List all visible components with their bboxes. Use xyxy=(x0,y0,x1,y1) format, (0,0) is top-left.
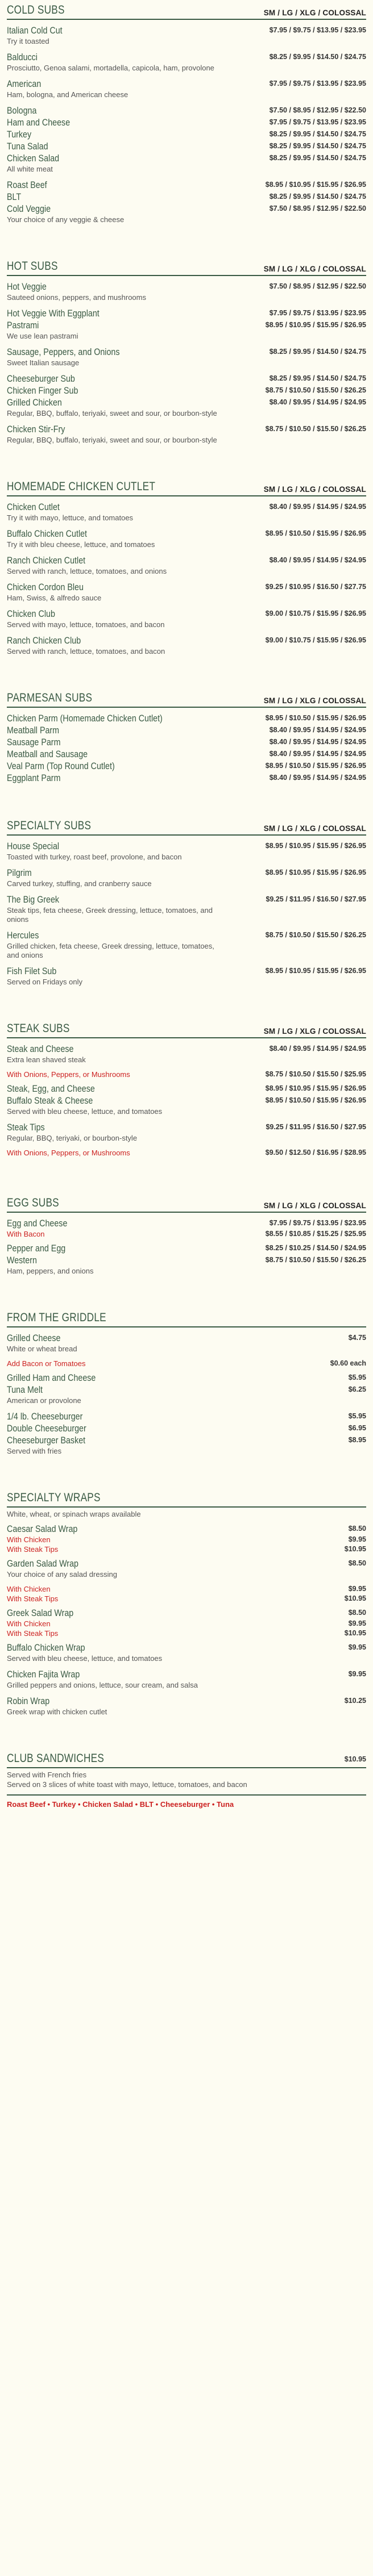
item-addon[interactable] xyxy=(7,1544,366,1554)
item-price: $6.95 xyxy=(348,1424,366,1432)
item-description: We use lean pastrami xyxy=(7,332,78,340)
item-name: Meatball and Sausage xyxy=(7,749,88,759)
item-price: $8.50 xyxy=(348,1525,366,1533)
item-price: $7.95 / $9.75 / $13.95 / $23.95 xyxy=(269,1219,366,1227)
addon-name: With Chicken xyxy=(7,1619,51,1628)
menu-item[interactable] xyxy=(7,51,366,63)
menu-item[interactable] xyxy=(7,385,366,396)
item-description: Regular, BBQ, buffalo, teriyaki, sweet and sour, or bourbon-style xyxy=(7,436,217,444)
menu-item[interactable] xyxy=(7,1410,366,1422)
section-header xyxy=(7,260,366,276)
item-name: Ranch Chicken Cutlet xyxy=(7,555,86,566)
item-description: Served with ranch, lettuce, tomatoes, and onions xyxy=(7,567,167,575)
item-name: Robin Wrap xyxy=(7,1696,50,1706)
item-description: Served with ranch, lettuce, tomatoes, and bacon xyxy=(7,647,165,656)
item-price: $8.95 / $10.95 / $15.95 / $26.95 xyxy=(265,842,366,850)
menu-section xyxy=(7,1491,366,1717)
item-name: The Big Greek xyxy=(7,894,60,905)
item-price: $7.95 / $9.75 / $13.95 / $23.95 xyxy=(269,26,366,34)
menu-item[interactable] xyxy=(7,840,366,852)
section-price: $10.95 xyxy=(344,1755,366,1763)
item-price: $5.95 xyxy=(348,1373,366,1381)
item-addon[interactable] xyxy=(7,1148,366,1158)
item-price: $8.25 / $9.95 / $14.50 / $24.75 xyxy=(269,193,366,201)
item-name: Fish Filet Sub xyxy=(7,966,57,976)
item-name: Italian Cold Cut xyxy=(7,25,63,36)
menu-item[interactable] xyxy=(7,528,366,540)
item-name: Ham and Cheese xyxy=(7,117,71,128)
item-description: Ham, peppers, and onions xyxy=(7,1267,94,1275)
item-description: Regular, BBQ, buffalo, teriyaki, sweet and sour, or bourbon-style xyxy=(7,409,217,417)
item-name: Greek Salad Wrap xyxy=(7,1608,74,1618)
size-columns: SM / LG / XLG / COLOSSAL xyxy=(263,9,366,17)
section-title: STEAK SUBS xyxy=(7,1022,70,1035)
item-name: Bologna xyxy=(7,105,37,116)
section-subtitle: White, wheat, or spinach wraps available xyxy=(7,1510,141,1518)
item-price: $8.40 / $9.95 / $14.95 / $24.95 xyxy=(269,726,366,734)
item-price: $8.95 / $10.95 / $15.95 / $26.95 xyxy=(265,967,366,975)
item-price: $8.95 / $10.50 / $15.95 / $26.95 xyxy=(265,1096,366,1104)
item-price: $8.40 / $9.95 / $14.95 / $24.95 xyxy=(269,1045,366,1053)
item-price: $9.25 / $11.95 / $16.50 / $27.95 xyxy=(266,1123,366,1131)
item-price: $8.40 / $9.95 / $14.95 / $24.95 xyxy=(269,774,366,782)
item-name: Hercules xyxy=(7,930,39,941)
item-price: $7.95 / $9.75 / $13.95 / $23.95 xyxy=(269,118,366,126)
item-price: $8.95 / $10.95 / $15.95 / $26.95 xyxy=(265,869,366,876)
menu-item[interactable] xyxy=(7,1121,366,1133)
menu-item[interactable] xyxy=(7,1695,366,1707)
menu-item[interactable] xyxy=(7,724,366,736)
menu-item[interactable] xyxy=(7,191,366,203)
menu-item[interactable] xyxy=(7,423,366,435)
menu-item[interactable] xyxy=(7,894,366,905)
item-name: Ranch Chicken Club xyxy=(7,635,81,646)
menu-item[interactable] xyxy=(7,760,366,772)
item-price: $8.40 / $9.95 / $14.95 / $24.95 xyxy=(269,398,366,406)
menu-item[interactable] xyxy=(7,736,366,748)
addon-name: With Steak Tips xyxy=(7,1545,59,1554)
addon-name: With Bacon xyxy=(7,1230,45,1238)
menu-section xyxy=(7,480,366,656)
item-price: $9.00 / $10.75 / $15.95 / $26.95 xyxy=(265,609,366,617)
item-addon[interactable] xyxy=(7,1594,366,1604)
item-description: Ham, Swiss, & alfredo sauce xyxy=(7,594,102,602)
menu-item[interactable] xyxy=(7,1083,366,1095)
menu-item[interactable] xyxy=(7,78,366,90)
menu-item[interactable] xyxy=(7,152,366,164)
menu-item[interactable] xyxy=(7,1043,366,1055)
item-name: Chicken Fajita Wrap xyxy=(7,1669,80,1680)
menu-section xyxy=(7,1022,366,1161)
item-description: Sweet Italian sausage xyxy=(7,358,80,367)
menu-section xyxy=(7,3,366,224)
item-description: Toasted with turkey, roast beef, provolone, and bacon xyxy=(7,853,182,861)
item-addon[interactable] xyxy=(7,1584,366,1594)
item-name: Steak Tips xyxy=(7,1122,45,1133)
size-columns: SM / LG / XLG / COLOSSAL xyxy=(263,1027,366,1036)
item-name: Pepper and Egg xyxy=(7,1243,66,1254)
menu-item[interactable] xyxy=(7,179,366,191)
item-price: $5.95 xyxy=(348,1412,366,1420)
item-description: Served on Fridays only xyxy=(7,978,82,986)
section-header xyxy=(7,480,366,496)
item-name: Eggplant Parm xyxy=(7,773,61,783)
addon-price: $9.50 / $12.50 / $16.95 / $28.95 xyxy=(265,1149,366,1157)
menu-item[interactable] xyxy=(7,1523,366,1535)
item-name: BLT xyxy=(7,191,22,202)
item-name: Buffalo Chicken Wrap xyxy=(7,1642,85,1653)
item-name: Turkey xyxy=(7,129,32,140)
item-name: Meatball Parm xyxy=(7,725,60,736)
item-name: Western xyxy=(7,1255,37,1266)
item-addon[interactable] xyxy=(7,1359,366,1368)
item-price: $8.75 / $10.50 / $15.50 / $26.25 xyxy=(265,425,366,433)
menu-item[interactable] xyxy=(7,501,366,513)
item-name: Veal Parm (Top Round Cutlet) xyxy=(7,761,115,771)
addon-name: With Chicken xyxy=(7,1535,51,1544)
item-description: American or provolone xyxy=(7,1396,81,1405)
item-description: Served with bleu cheese, lettuce, and tomatoes xyxy=(7,1654,163,1663)
menu-item[interactable] xyxy=(7,128,366,140)
menu-item[interactable] xyxy=(7,1242,366,1254)
item-price: $9.25 / $10.95 / $16.50 / $27.75 xyxy=(265,583,366,591)
item-price: $8.95 / $10.95 / $15.95 / $26.95 xyxy=(265,1084,366,1092)
item-name: Caesar Salad Wrap xyxy=(7,1523,78,1534)
section-header xyxy=(7,1491,366,1508)
addon-price: $10.95 xyxy=(344,1594,366,1602)
menu-item[interactable] xyxy=(7,373,366,385)
item-price: $8.95 / $10.50 / $15.95 / $26.95 xyxy=(265,762,366,770)
item-price: $8.25 / $9.95 / $14.50 / $24.75 xyxy=(269,142,366,150)
item-price: $8.25 / $9.95 / $14.50 / $24.75 xyxy=(269,130,366,138)
size-columns: SM / LG / XLG / COLOSSAL xyxy=(263,824,366,833)
section-header xyxy=(7,1311,366,1327)
item-name: Buffalo Steak & Cheese xyxy=(7,1095,93,1106)
menu-item[interactable] xyxy=(7,554,366,566)
item-name: Tuna Salad xyxy=(7,141,48,152)
item-price: $8.40 / $9.95 / $14.95 / $24.95 xyxy=(269,503,366,511)
item-price: $7.50 / $8.95 / $12.95 / $22.50 xyxy=(269,106,366,114)
item-price: $10.25 xyxy=(344,1697,366,1705)
addon-name: With Onions, Peppers, or Mushrooms xyxy=(7,1149,130,1157)
item-price: $8.25 / $9.95 / $14.50 / $24.75 xyxy=(269,374,366,382)
item-addon[interactable] xyxy=(7,1619,366,1629)
item-description: Your choice of any veggie & cheese xyxy=(7,215,125,224)
item-description: Ham, bologna, and American cheese xyxy=(7,90,129,99)
item-price: $8.25 / $10.25 / $14.50 / $24.95 xyxy=(265,1244,366,1252)
size-columns: SM / LG / XLG / COLOSSAL xyxy=(263,485,366,494)
item-name: Steak, Egg, and Cheese xyxy=(7,1083,95,1094)
club-options: Roast Beef • Turkey • Chicken Salad • BLT • Cheeseburger • Tuna xyxy=(7,1794,366,1809)
menu-item[interactable] xyxy=(7,772,366,784)
item-price: $6.25 xyxy=(348,1385,366,1393)
item-name: Garden Salad Wrap xyxy=(7,1558,78,1569)
item-name: Roast Beef xyxy=(7,179,47,190)
item-name: Chicken Cutlet xyxy=(7,502,60,512)
section-header xyxy=(7,1196,366,1213)
section-title: SPECIALTY SUBS xyxy=(7,819,92,832)
menu-item[interactable] xyxy=(7,1642,366,1654)
menu-item[interactable] xyxy=(7,1254,366,1266)
addon-price: $10.95 xyxy=(344,1545,366,1553)
item-name: Balducci xyxy=(7,52,38,62)
item-price: $7.50 / $8.95 / $12.95 / $22.50 xyxy=(269,282,366,290)
item-description: Grilled peppers and onions, lettuce, sour cream, and salsa xyxy=(7,1681,198,1689)
item-name: Chicken Salad xyxy=(7,153,60,164)
item-price: $8.75 / $10.50 / $15.50 / $26.25 xyxy=(265,931,366,939)
item-description: Regular, BBQ, teriyaki, or bourbon-style xyxy=(7,1134,138,1142)
addon-price: $9.95 xyxy=(348,1619,366,1627)
item-name: Sausage Parm xyxy=(7,737,61,748)
item-name: Chicken Finger Sub xyxy=(7,385,78,396)
item-description: Try it with bleu cheese, lettuce, and tomatoes xyxy=(7,540,155,549)
menu-item[interactable] xyxy=(7,608,366,620)
menu-item[interactable] xyxy=(7,867,366,879)
item-price: $9.95 xyxy=(348,1643,366,1651)
item-description: Carved turkey, stuffing, and cranberry sauce xyxy=(7,879,152,888)
item-description: Try it with mayo, lettuce, and tomatoes xyxy=(7,513,134,522)
menu-item[interactable] xyxy=(7,1217,366,1229)
menu-section xyxy=(7,1311,366,1456)
item-price: $8.75 / $10.50 / $15.50 / $26.25 xyxy=(265,1256,366,1264)
menu-item[interactable] xyxy=(7,1332,366,1344)
menu-item[interactable] xyxy=(7,281,366,293)
menu-item[interactable] xyxy=(7,634,366,646)
item-description: Served with fries xyxy=(7,1447,62,1455)
menu-item[interactable] xyxy=(7,748,366,760)
item-name: 1/4 lb. Cheeseburger xyxy=(7,1411,83,1422)
size-columns: SM / LG / XLG / COLOSSAL xyxy=(263,265,366,273)
addon-price: $0.60 each xyxy=(330,1359,366,1367)
item-price: $8.50 xyxy=(348,1559,366,1567)
item-name: Steak and Cheese xyxy=(7,1043,74,1054)
item-name: Chicken Stir-Fry xyxy=(7,424,65,435)
menu-item[interactable] xyxy=(7,1434,366,1446)
item-price: $8.95 / $10.50 / $15.95 / $26.95 xyxy=(265,529,366,537)
item-description: Greek wrap with chicken cutlet xyxy=(7,1707,107,1716)
addon-price: $8.55 / $10.85 / $15.25 / $25.95 xyxy=(265,1230,366,1238)
item-name: Buffalo Chicken Cutlet xyxy=(7,528,88,539)
item-description: Steak tips, feta cheese, Greek dressing, lettuce, tomatoes, and onions xyxy=(7,906,213,924)
section-title: HOT SUBS xyxy=(7,260,58,273)
size-columns: SM / LG / XLG / COLOSSAL xyxy=(263,696,366,705)
item-price: $8.25 / $9.95 / $14.50 / $24.75 xyxy=(269,154,366,162)
item-addon[interactable] xyxy=(7,1229,366,1239)
item-addon[interactable] xyxy=(7,1070,366,1079)
item-price: $8.95 / $10.50 / $15.95 / $26.95 xyxy=(265,714,366,722)
item-name: Chicken Parm (Homemade Chicken Cutlet) xyxy=(7,713,163,724)
item-price: $7.95 / $9.75 / $13.95 / $23.95 xyxy=(269,309,366,317)
addon-name: Add Bacon or Tomatoes xyxy=(7,1359,86,1368)
spacer xyxy=(7,1158,366,1161)
section-title: HOMEMADE CHICKEN CUTLET xyxy=(7,480,156,493)
item-name: Egg and Cheese xyxy=(7,1218,68,1229)
item-name: Sausage, Peppers, and Onions xyxy=(7,346,120,357)
addon-name: With Steak Tips xyxy=(7,1629,59,1638)
menu-item[interactable] xyxy=(7,105,366,116)
menu-section xyxy=(7,1196,366,1276)
menu-section xyxy=(7,1752,366,1809)
addon-price: $10.95 xyxy=(344,1629,366,1637)
menu-item[interactable] xyxy=(7,929,366,941)
section-subtitle: Served on 3 slices of white toast with mayo, lettuce, tomatoes, and bacon xyxy=(7,1780,247,1789)
item-name: Chicken Cordon Bleu xyxy=(7,582,84,592)
section-title: PARMESAN SUBS xyxy=(7,691,93,704)
item-price: $8.95 xyxy=(348,1436,366,1444)
section-header xyxy=(7,1022,366,1038)
item-name: Tuna Melt xyxy=(7,1384,43,1395)
addon-name: With Onions, Peppers, or Mushrooms xyxy=(7,1070,130,1079)
menu-item[interactable] xyxy=(7,1095,366,1107)
item-description: Extra lean shaved steak xyxy=(7,1055,86,1064)
menu-item[interactable] xyxy=(7,1558,366,1569)
item-name: Chicken Club xyxy=(7,608,55,619)
item-name: Cold Veggie xyxy=(7,203,51,214)
section-title: FROM THE GRIDDLE xyxy=(7,1311,106,1324)
item-description: White or wheat bread xyxy=(7,1345,77,1353)
menu-item[interactable] xyxy=(7,319,366,331)
addon-name: With Steak Tips xyxy=(7,1594,59,1603)
item-name: Grilled Ham and Cheese xyxy=(7,1372,96,1383)
item-name: Grilled Chicken xyxy=(7,397,62,408)
item-price: $4.75 xyxy=(348,1334,366,1342)
addon-price: $9.95 xyxy=(348,1585,366,1593)
menu-item[interactable] xyxy=(7,1607,366,1619)
item-price: $8.50 xyxy=(348,1609,366,1617)
menu-section xyxy=(7,819,366,987)
item-description: All white meat xyxy=(7,165,53,173)
addon-name: With Chicken xyxy=(7,1585,51,1593)
addon-price: $8.75 / $10.50 / $15.50 / $25.95 xyxy=(265,1070,366,1078)
item-name: Cheeseburger Sub xyxy=(7,373,75,384)
menu-item[interactable] xyxy=(7,203,366,215)
item-price: $8.25 / $9.95 / $14.50 / $24.75 xyxy=(269,53,366,61)
section-title: CLUB SANDWICHES xyxy=(7,1752,105,1765)
item-price: $8.25 / $9.95 / $14.50 / $24.75 xyxy=(269,348,366,356)
item-price: $7.95 / $9.75 / $13.95 / $23.95 xyxy=(269,80,366,87)
menu-item[interactable] xyxy=(7,1372,366,1384)
item-description: Served with mayo, lettuce, tomatoes, and bacon xyxy=(7,620,165,629)
menu-section xyxy=(7,260,366,445)
section-subtitle: Served with French fries xyxy=(7,1771,87,1779)
menu-item[interactable] xyxy=(7,396,366,408)
item-price: $9.25 / $11.95 / $16.50 / $27.95 xyxy=(266,895,366,903)
item-name: Grilled Cheese xyxy=(7,1333,61,1343)
item-name: American xyxy=(7,78,42,89)
section-title: COLD SUBS xyxy=(7,3,65,16)
menu-item[interactable] xyxy=(7,965,366,977)
menu-item[interactable] xyxy=(7,1384,366,1396)
menu-item[interactable] xyxy=(7,116,366,128)
section-header xyxy=(7,3,366,20)
item-price: $9.00 / $10.75 / $15.95 / $26.95 xyxy=(265,636,366,644)
item-description: Served with bleu cheese, lettuce, and tomatoes xyxy=(7,1107,163,1116)
item-name: Pastrami xyxy=(7,320,39,331)
addon-price: $9.95 xyxy=(348,1535,366,1543)
item-description: Try it toasted xyxy=(7,37,49,45)
item-name: House Special xyxy=(7,841,60,851)
item-description: Grilled chicken, feta cheese, Greek dressing, lettuce, tomatoes, and onions xyxy=(7,942,214,959)
item-addon[interactable] xyxy=(7,1629,366,1638)
item-name: Hot Veggie With Eggplant xyxy=(7,308,100,319)
menu-item[interactable] xyxy=(7,24,366,36)
item-name: Hot Veggie xyxy=(7,281,47,292)
item-name: Double Cheeseburger xyxy=(7,1423,86,1434)
menu-item[interactable] xyxy=(7,1668,366,1680)
menu-item[interactable] xyxy=(7,712,366,724)
item-addon[interactable] xyxy=(7,1535,366,1544)
size-columns: SM / LG / XLG / COLOSSAL xyxy=(263,1201,366,1210)
item-price: $8.40 / $9.95 / $14.95 / $24.95 xyxy=(269,750,366,758)
item-price: $8.40 / $9.95 / $14.95 / $24.95 xyxy=(269,556,366,564)
menu-item[interactable] xyxy=(7,140,366,152)
section-title: EGG SUBS xyxy=(7,1196,59,1209)
item-description: Prosciutto, Genoa salami, mortadella, capicola, ham, provolone xyxy=(7,64,214,72)
item-description: Sauteed onions, peppers, and mushrooms xyxy=(7,293,146,302)
item-price: $7.50 / $8.95 / $12.95 / $22.50 xyxy=(269,204,366,212)
section-header xyxy=(7,819,366,836)
menu-item[interactable] xyxy=(7,307,366,319)
item-price: $8.95 / $10.95 / $15.95 / $26.95 xyxy=(265,181,366,189)
item-name: Cheeseburger Basket xyxy=(7,1435,86,1446)
menu-item[interactable] xyxy=(7,581,366,593)
item-description: Your choice of any salad dressing xyxy=(7,1570,117,1579)
menu-item[interactable] xyxy=(7,1422,366,1434)
item-price: $8.95 / $10.95 / $15.95 / $26.95 xyxy=(265,321,366,329)
item-name: Pilgrim xyxy=(7,867,32,878)
item-price: $9.95 xyxy=(348,1670,366,1678)
section-header xyxy=(7,691,366,708)
menu-section xyxy=(7,691,366,784)
item-price: $8.75 / $10.50 / $15.50 / $26.25 xyxy=(265,386,366,394)
item-price: $8.40 / $9.95 / $14.95 / $24.95 xyxy=(269,738,366,746)
section-title: SPECIALTY WRAPS xyxy=(7,1491,101,1504)
section-header xyxy=(7,1752,366,1768)
menu-item[interactable] xyxy=(7,346,366,358)
